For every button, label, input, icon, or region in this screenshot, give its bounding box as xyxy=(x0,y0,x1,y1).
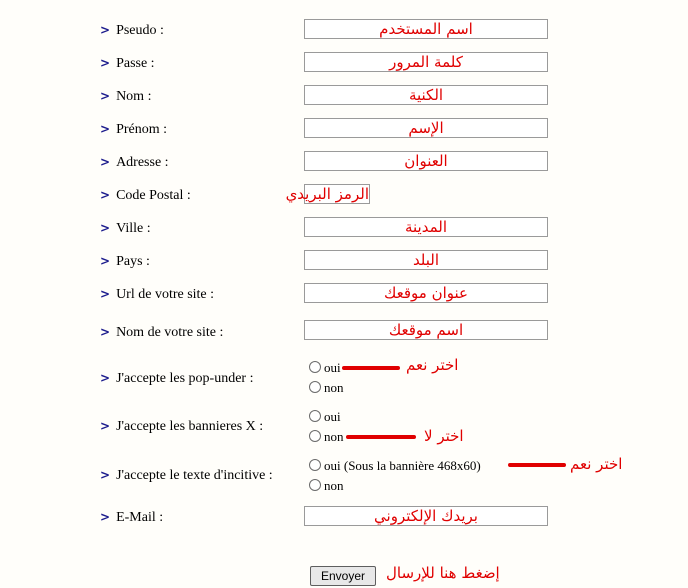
pseudo-label: Pseudo : xyxy=(116,23,164,38)
nom-label: Nom : xyxy=(116,89,152,104)
incitive-row xyxy=(100,465,273,485)
adresse-label: Adresse : xyxy=(116,155,169,170)
pseudo-row xyxy=(100,20,164,40)
passe-input[interactable]: كلمة المرور xyxy=(304,52,548,72)
bannieres-oui-label: oui xyxy=(324,409,341,424)
adresse-row xyxy=(100,152,169,172)
url-label: Url de votre site : xyxy=(116,287,215,302)
bannieres-non-radio[interactable] xyxy=(309,429,344,445)
pays-label: Pays : xyxy=(116,254,150,269)
incitive-oui-radio[interactable] xyxy=(309,458,481,474)
incitive-label: J'accepte le texte d'incitive : xyxy=(116,468,273,483)
chevron-right-icon: > xyxy=(100,89,111,103)
popunder-oui-radio[interactable] xyxy=(309,360,341,376)
submit-note: إضغط هنا للإرسال xyxy=(386,564,500,582)
chevron-right-icon: > xyxy=(100,122,111,136)
url-input[interactable]: عنوان موقعك xyxy=(304,283,548,303)
chevron-right-icon: > xyxy=(100,56,111,70)
popunder-row xyxy=(100,368,253,388)
bannieres-label: J'accepte les bannieres X : xyxy=(116,419,264,434)
radio-circle-icon[interactable] xyxy=(309,381,321,393)
adresse-input[interactable]: العنوان xyxy=(304,151,548,171)
popunder-note: اختر نعم xyxy=(406,356,459,374)
chevron-right-icon: > xyxy=(100,419,111,433)
radio-circle-icon[interactable] xyxy=(309,459,321,471)
bannieres-oui-radio[interactable] xyxy=(309,409,341,425)
nom-row xyxy=(100,86,151,106)
prenom-row xyxy=(100,119,167,139)
pays-input[interactable]: البلد xyxy=(304,250,548,270)
radio-circle-icon[interactable] xyxy=(309,410,321,422)
prenom-label: Prénom : xyxy=(116,122,168,137)
chevron-right-icon: > xyxy=(100,287,111,301)
ville-input[interactable]: المدينة xyxy=(304,217,548,237)
url-row xyxy=(100,284,214,304)
chevron-right-icon: > xyxy=(100,221,111,235)
email-input[interactable]: بريدك الإلكتروني xyxy=(304,506,548,526)
email-row xyxy=(100,507,163,527)
site-name-row xyxy=(100,322,223,342)
ville-label: Ville : xyxy=(116,221,151,236)
radio-circle-icon[interactable] xyxy=(309,479,321,491)
submit-button[interactable]: Envoyer xyxy=(310,566,376,586)
popunder-non-label: non xyxy=(324,380,344,395)
chevron-right-icon: > xyxy=(100,325,111,339)
incitive-note: اختر نعم xyxy=(570,455,623,473)
incitive-non-label: non xyxy=(324,478,344,493)
chevron-right-icon: > xyxy=(100,188,111,202)
pseudo-input[interactable]: اسم المستخدم xyxy=(304,19,548,39)
code-postal-label: Code Postal : xyxy=(116,188,191,203)
chevron-right-icon: > xyxy=(100,510,111,524)
incitive-non-radio[interactable] xyxy=(309,478,344,494)
passe-label: Passe : xyxy=(116,56,155,71)
chevron-right-icon: > xyxy=(100,23,111,37)
radio-circle-icon[interactable] xyxy=(309,361,321,373)
popunder-oui-label: oui xyxy=(324,360,341,375)
radio-circle-icon[interactable] xyxy=(309,430,321,442)
code-postal-input[interactable]: الرمز البريدي xyxy=(285,185,369,203)
nom-input[interactable]: الكنية xyxy=(304,85,548,105)
arrow-icon xyxy=(508,463,566,467)
chevron-right-icon: > xyxy=(100,468,111,482)
arrow-icon xyxy=(342,366,400,370)
chevron-right-icon: > xyxy=(100,371,111,385)
passe-row xyxy=(100,53,155,73)
bannieres-note: اختر لا xyxy=(424,427,464,445)
prenom-input[interactable]: الإسم xyxy=(304,118,548,138)
pays-row xyxy=(100,251,150,271)
site-name-label: Nom de votre site : xyxy=(116,325,224,340)
ville-row xyxy=(100,218,151,238)
bannieres-non-label: non xyxy=(324,429,344,444)
chevron-right-icon: > xyxy=(100,155,111,169)
incitive-oui-label: oui (Sous la bannière 468x60) xyxy=(324,458,481,473)
popunder-label: J'accepte les pop-under : xyxy=(116,371,254,386)
email-label: E-Mail : xyxy=(116,510,164,525)
site-name-input[interactable]: اسم موقعك xyxy=(304,320,548,340)
arrow-icon xyxy=(346,435,416,439)
code-postal-row xyxy=(100,185,191,205)
chevron-right-icon: > xyxy=(100,254,111,268)
bannieres-row xyxy=(100,416,263,436)
popunder-non-radio[interactable] xyxy=(309,380,344,396)
